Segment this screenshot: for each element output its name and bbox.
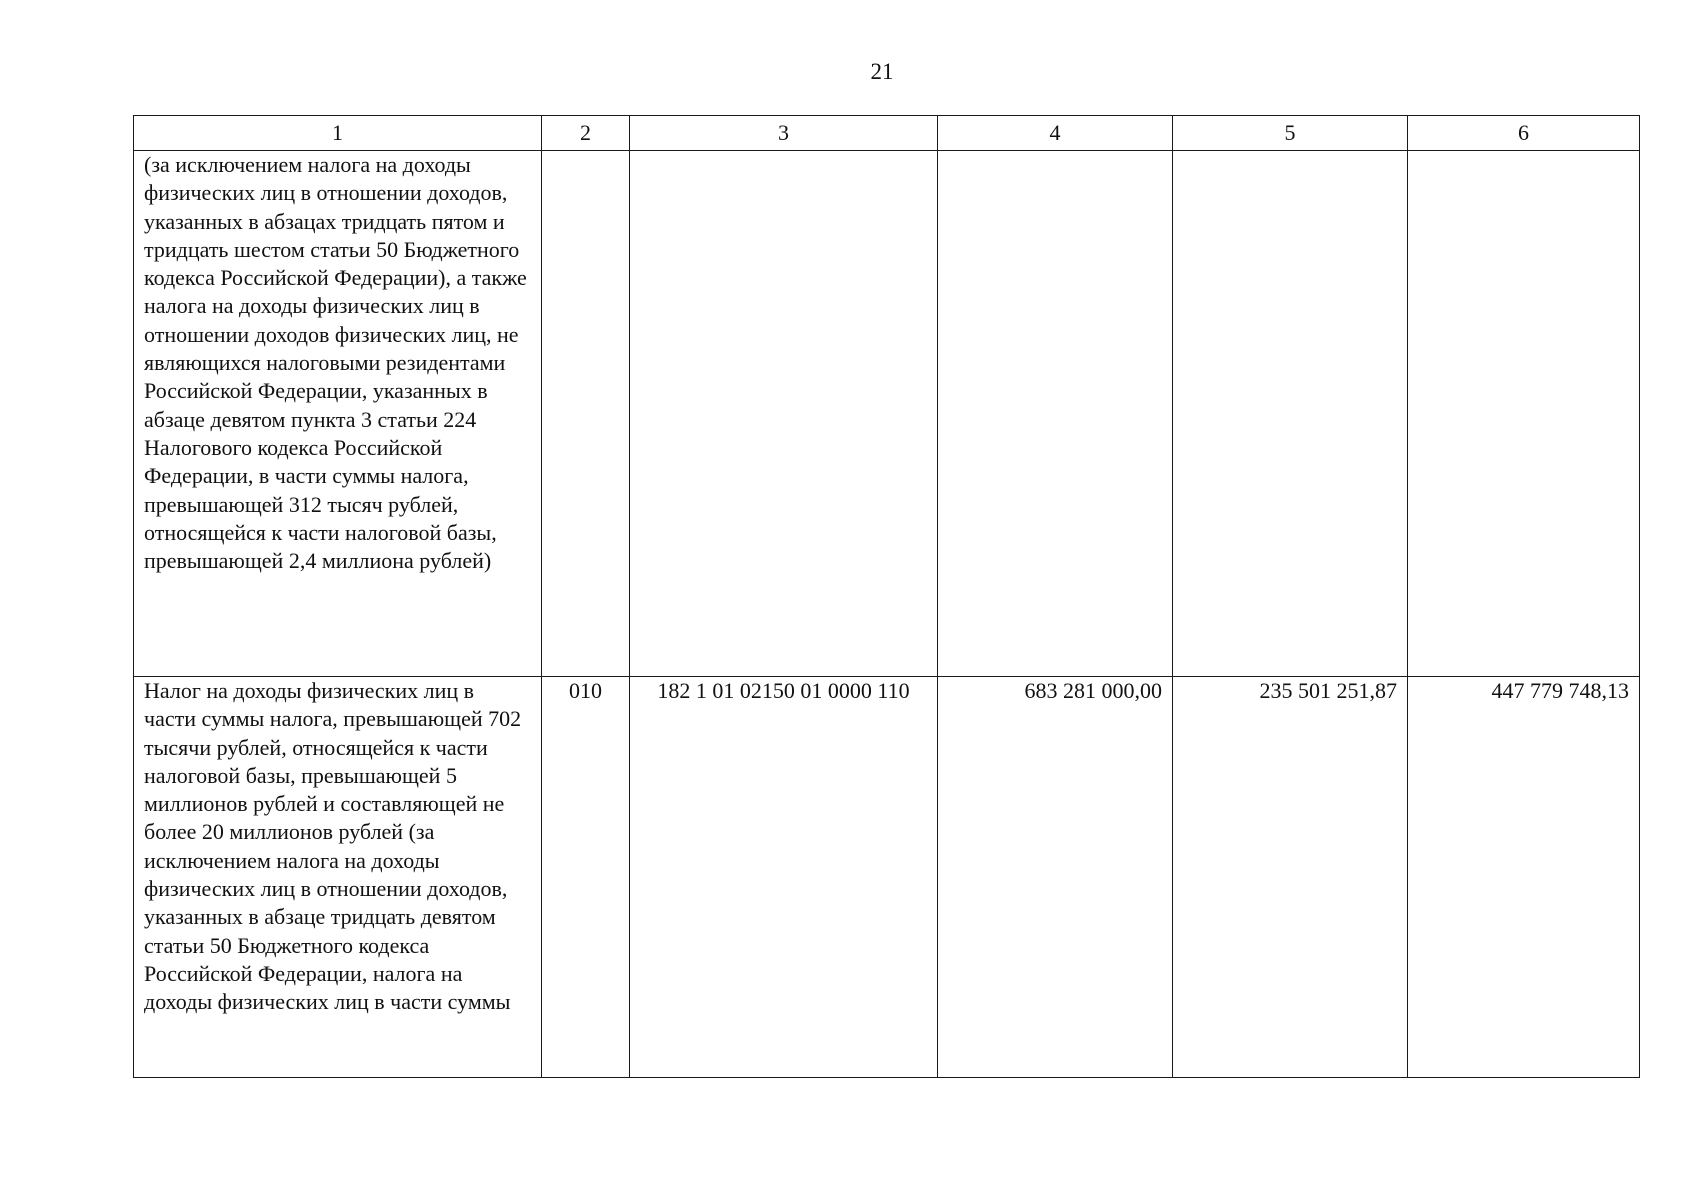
- row-col6-value: [1408, 151, 1640, 677]
- row-col5-value: 235 501 251,87: [1173, 677, 1408, 1078]
- row-budget-code: [630, 151, 938, 677]
- row-col6-value: 447 779 748,13: [1408, 677, 1640, 1078]
- report-table: [133, 115, 1640, 1078]
- row-line-code: [542, 151, 630, 677]
- row-col5-value: [1173, 151, 1408, 677]
- header-cell-5: 5: [1173, 116, 1408, 151]
- header-cell-6: 6: [1408, 116, 1640, 151]
- row-col4-value: 683 281 000,00: [938, 677, 1173, 1078]
- header-cell-1: 1: [134, 116, 542, 151]
- table-row: [134, 151, 1640, 677]
- header-cell-2: 2: [542, 116, 630, 151]
- row-description: Налог на доходы физических лиц в части суммы налога, превышающей 702 тысячи рублей, относящейся к части налоговой базы, превышающей 5 миллионов рублей и составляющей не более 20 миллионов рублей (за исключением налога на доходы физических лиц в отношении доходов, указанных в абзаце тридцать девятом статьи 50 Бюджетного кодекса Российской Федерации, налога на доходы физических лиц в части суммы: [134, 677, 542, 1078]
- row-col4-value: [938, 151, 1173, 677]
- header-row: [134, 116, 1640, 151]
- page-number: 21: [870, 59, 894, 84]
- header-cell-3: 3: [630, 116, 938, 151]
- row-line-code: 010: [542, 677, 630, 1078]
- row-budget-code: 182 1 01 02150 01 0000 110: [630, 677, 938, 1078]
- row-description: (за исключением налога на доходы физических лиц в отношении доходов, указанных в абзацах тридцать пятом и тридцать шестом статьи 50 Бюджетного кодекса Российской Федерации), а также налога на доходы физических лиц в отношении доходов физических лиц, не являющихся налоговыми резидентами Российской Федерации, указанных в абзаце девятом пункта 3 статьи 224 Налогового кодекса Российской Федерации, в части суммы налога, превышающей 312 тысяч рублей, относящейся к части налоговой базы, превышающей 2,4 миллиона рублей): [134, 151, 542, 677]
- table-row: [134, 677, 1640, 1078]
- header-cell-4: 4: [938, 116, 1173, 151]
